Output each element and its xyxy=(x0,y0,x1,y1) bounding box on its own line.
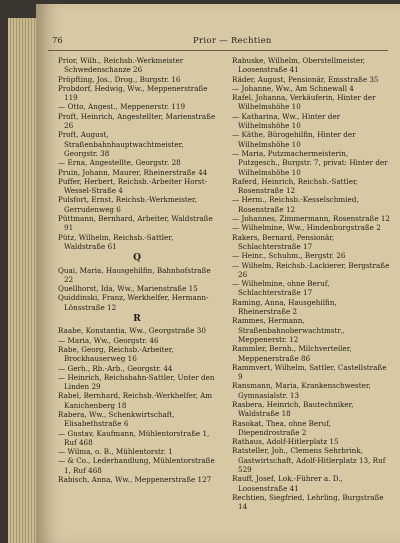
directory-entry: Rabel, Bernhard, Reichsb.-Werkhelfer, Am Kanichenberg 18 xyxy=(58,391,213,410)
directory-entry: Rathaus, Adolf-Hitlerplatz 15 xyxy=(232,437,339,447)
right-column xyxy=(232,56,390,512)
directory-entry: — Johannes, Zimmermann, Rosenstraße 12 xyxy=(232,214,390,224)
directory-entry: Raming, Anna, Hausgehilfin, Rheinerstraße 2 xyxy=(232,297,337,317)
directory-entry: Quai, Maria, Hausgehilfin, Bahnhofstraße 22 xyxy=(58,265,211,284)
directory-entry: Rabuske, Wilhelm, Oberstellmeister, Loosenstraße 41 xyxy=(232,56,366,75)
directory-entry: — Käthe, Bürogehilfin, Hinter der Wilhelmshöhe 10 xyxy=(232,130,356,149)
directory-entry: Probdorf, Hedwig, Ww., Meppenerstraße 119 xyxy=(58,83,208,103)
directory-entry: — & Co., Lederhandlung, Mühlentorstraße 1, Ruf 468 xyxy=(58,456,215,475)
directory-entry: Ratsteller, Joh., Clemens Sehrbrink, Gastwirtschaft, Adolf-Hitlerplatz 13, Ruf 529 xyxy=(232,446,386,475)
directory-entry: — Johanne, Ww., Am Schnewall 4 xyxy=(232,83,354,93)
section-letter: Q xyxy=(133,253,141,264)
directory-entry: Raferd, Heinrich, Reichsb.-Sattler, Rosenstraße 12 xyxy=(232,176,358,196)
directory-entry: — Otto, Angest., Meppenerstr. 119 xyxy=(58,102,186,112)
directory-entry: — Wilhelmine, Ww., Hindenburgstraße 2 xyxy=(232,223,381,233)
directory-entry: Rakers, Bernard, Pensionär, Schlachterstraße 17 xyxy=(232,232,335,251)
page-number: 76 xyxy=(52,36,63,46)
directory-entry: Quiddinski, Franz, Werkhelfer, Hermann-Lönsstraße 12 xyxy=(58,293,209,312)
directory-entry: — Maria, Ww., Georgstr. 46 xyxy=(58,335,159,345)
directory-entry: Rasbera, Heinrich, Bautechniker, Waldstraße 18 xyxy=(232,399,354,419)
directory-entry: Rammler, Bernh., Milchverteiler, Meppenerstraße 86 xyxy=(232,344,352,363)
directory-entry: Rechtien, Siegfried, Lehrling, Burgstraße 14 xyxy=(232,492,384,512)
left-column xyxy=(58,56,216,484)
directory-entry: — Wilma, o. B., Mühlentorstr. 1 xyxy=(58,447,173,457)
directory-entry: — Maria, Putzmachermeisterin, Putzgesch., Burgstr. 7, privat: Hinter der Wilhelmshöhe 10 xyxy=(232,148,388,177)
page-header xyxy=(48,36,388,48)
running-title: Prior — Rechtien xyxy=(193,36,272,46)
book-page-edges xyxy=(8,18,38,543)
directory-entry: Rammvert, Wilhelm, Sattler, Castellstraße 9 xyxy=(232,362,387,382)
directory-entry: Rauff, Josef, Lok.-Führer a. D., Loosenstraße 41 xyxy=(232,474,343,493)
header-rule xyxy=(48,50,388,51)
directory-entry: Proft, August, Straßenbahnhauptwachtmeister, Georgstr. 38 xyxy=(58,130,184,158)
directory-entry: — Gustav, Kaufmann, Mühlentorstraße 1, Ruf 468 xyxy=(58,428,210,447)
directory-entry: Rasokat, Thea, ohne Beruf, Diependrostraße 2 xyxy=(232,418,331,437)
directory-entry: Püttmann, Bernhard, Arbeiter, Waldstraße 91 xyxy=(58,214,213,233)
directory-entry: Pruin, Johann, Maurer, Rheinerstraße 44 xyxy=(58,167,208,177)
directory-entry: — Erna, Angestellte, Georgstr. 28 xyxy=(58,158,181,168)
directory-entry: — Heinr., Schuhm., Bergstr. 26 xyxy=(232,251,346,261)
directory-entry: Rafel, Johanna, Verkäuferin, Hinter der Wilhelmshöhe 10 xyxy=(232,93,376,112)
directory-entry: Rabisch, Anna, Ww., Meppenerstraße 127 xyxy=(58,475,212,485)
directory-entry: Rammes, Hermann, Straßenbahnoberwachtmstr., Meppenerstr. 12 xyxy=(232,316,345,344)
directory-entry: — Herm., Reichsb.-Kesselschmied, Rosenstraße 12 xyxy=(232,195,359,214)
directory-entry: Proft, Heinrich, Angestellter, Marienstraße 26 xyxy=(58,111,216,131)
directory-entry: Pröpfting, Jos., Drog., Burgstr. 16 xyxy=(58,74,181,84)
directory-entry: Prior, Wilh., Reichsb.-Werkmeister Schwedenschanze 26 xyxy=(58,56,184,75)
directory-entry: Pütz, Wilhelm, Reichsb.-Sattler, Waldstraße 61 xyxy=(58,232,174,251)
directory-entry: Puffer, Herbert, Reichsb.-Arbeiter Horst-Wessel-Straße 4 xyxy=(58,176,208,196)
directory-entry: Räder, August, Pensionär, Emsstraße 35 xyxy=(232,74,379,84)
directory-entry: Rabe, Georg, Reichsb.-Arbeiter, Brockhauserweg 16 xyxy=(58,344,174,364)
directory-entry: Pulsfort, Ernst, Reichsb.-Werkmeister, Gerrudenweg 6 xyxy=(58,195,197,214)
directory-entry: Ransmann, Maria, Krankenschwester, Gymnasialstr. 13 xyxy=(232,381,371,400)
section-letter: R xyxy=(133,314,141,325)
directory-entry: Rabera, Ww., Schenkwirtschaft, Elisabethstraße 6 xyxy=(58,409,175,429)
directory-entry: Quellhorst, Ida, Ww., Marienstraße 15 xyxy=(58,284,198,294)
directory-entry: — Wilhelmine, ohne Beruf, Schlachterstraße 17 xyxy=(232,279,330,298)
directory-entry: — Heinrich, Reichsbahn-Sattler, Unter den Linden 29 xyxy=(58,372,215,392)
directory-entry: — Wilhelm, Reichsb.-Lackierer, Bergstraße 26 xyxy=(232,260,390,279)
directory-entry: Raabe, Konstantia, Ww., Georgstraße 30 xyxy=(58,326,206,336)
directory-entry: — Katharina, Ww., Hinter der Wilhelmshöhe 10 xyxy=(232,111,341,131)
directory-entry: — Gerh., Rb.-Arb., Georgstr. 44 xyxy=(58,363,173,373)
